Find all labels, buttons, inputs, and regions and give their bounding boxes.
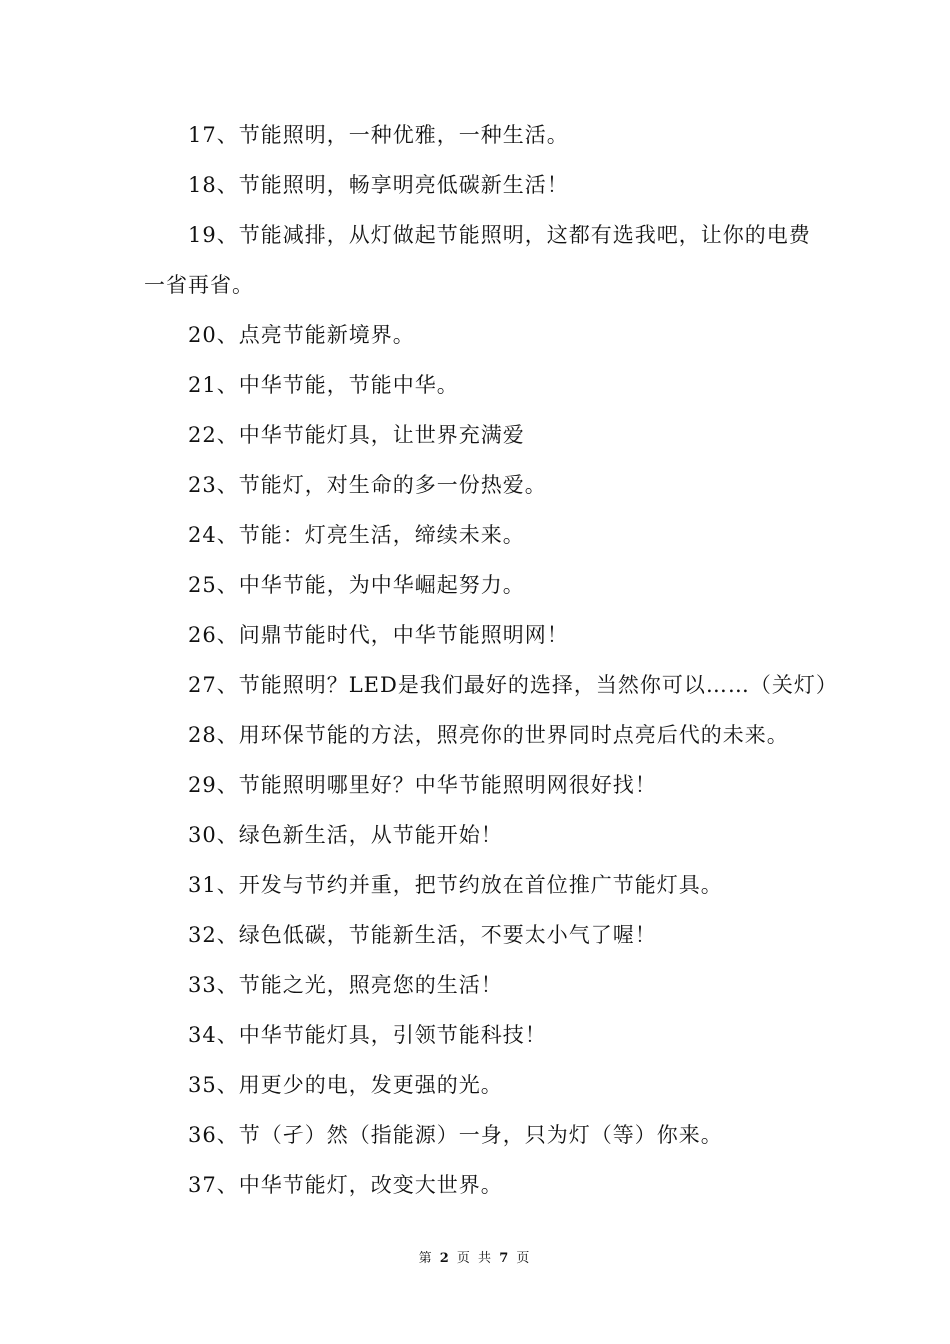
- text-line: 37、中华节能灯，改变大世界。: [188, 1173, 503, 1197]
- footer-middle: 页 共: [456, 1251, 494, 1266]
- text-line: 26、问鼎节能时代，中华节能照明网！: [188, 623, 569, 647]
- document-body: [144, 110, 838, 1210]
- footer-suffix: 页: [516, 1251, 532, 1266]
- text-line: 27、节能照明？LED是我们最好的选择，当然你可以……（关灯）: [188, 673, 838, 697]
- text-line: 19、节能减排，从灯做起节能照明，这都有选我吧，让你的电费: [188, 223, 811, 247]
- footer-prefix: 第: [418, 1251, 434, 1266]
- text-line: 32、绿色低碳，节能新生活，不要太小气了喔！: [188, 923, 657, 947]
- text-line: 33、节能之光，照亮您的生活！: [188, 973, 503, 997]
- current-page-number: 2: [439, 1251, 451, 1266]
- text-line: 22、中华节能灯具，让世界充满爱: [188, 423, 525, 447]
- text-line: 30、绿色新生活，从节能开始！: [188, 823, 503, 847]
- text-line: 34、中华节能灯具，引领节能科技！: [188, 1023, 547, 1047]
- page-footer: [0, 1249, 950, 1269]
- text-line: 17、节能照明，一种优雅，一种生活。: [188, 123, 569, 147]
- text-line: 23、节能灯，对生命的多一份热爱。: [188, 473, 547, 497]
- text-line: 35、用更少的电，发更强的光。: [188, 1073, 503, 1097]
- text-line: 28、用环保节能的方法，照亮你的世界同时点亮后代的未来。: [188, 723, 789, 747]
- text-line: 25、中华节能，为中华崛起努力。: [188, 573, 525, 597]
- text-line: 29、节能照明哪里好？中华节能照明网很好找！: [188, 773, 657, 797]
- text-line: 21、中华节能，节能中华。: [188, 373, 459, 397]
- total-page-number: 7: [499, 1251, 511, 1266]
- text-line: 一省再省。: [144, 273, 254, 297]
- text-line: 24、节能：灯亮生活，缔续未来。: [188, 523, 525, 547]
- text-line: 18、节能照明，畅享明亮低碳新生活！: [188, 173, 569, 197]
- text-line: 20、点亮节能新境界。: [188, 323, 415, 347]
- text-line: 36、节（孑）然（指能源）一身，只为灯（等）你来。: [188, 1123, 723, 1147]
- text-line: 31、开发与节约并重，把节约放在首位推广节能灯具。: [188, 873, 723, 897]
